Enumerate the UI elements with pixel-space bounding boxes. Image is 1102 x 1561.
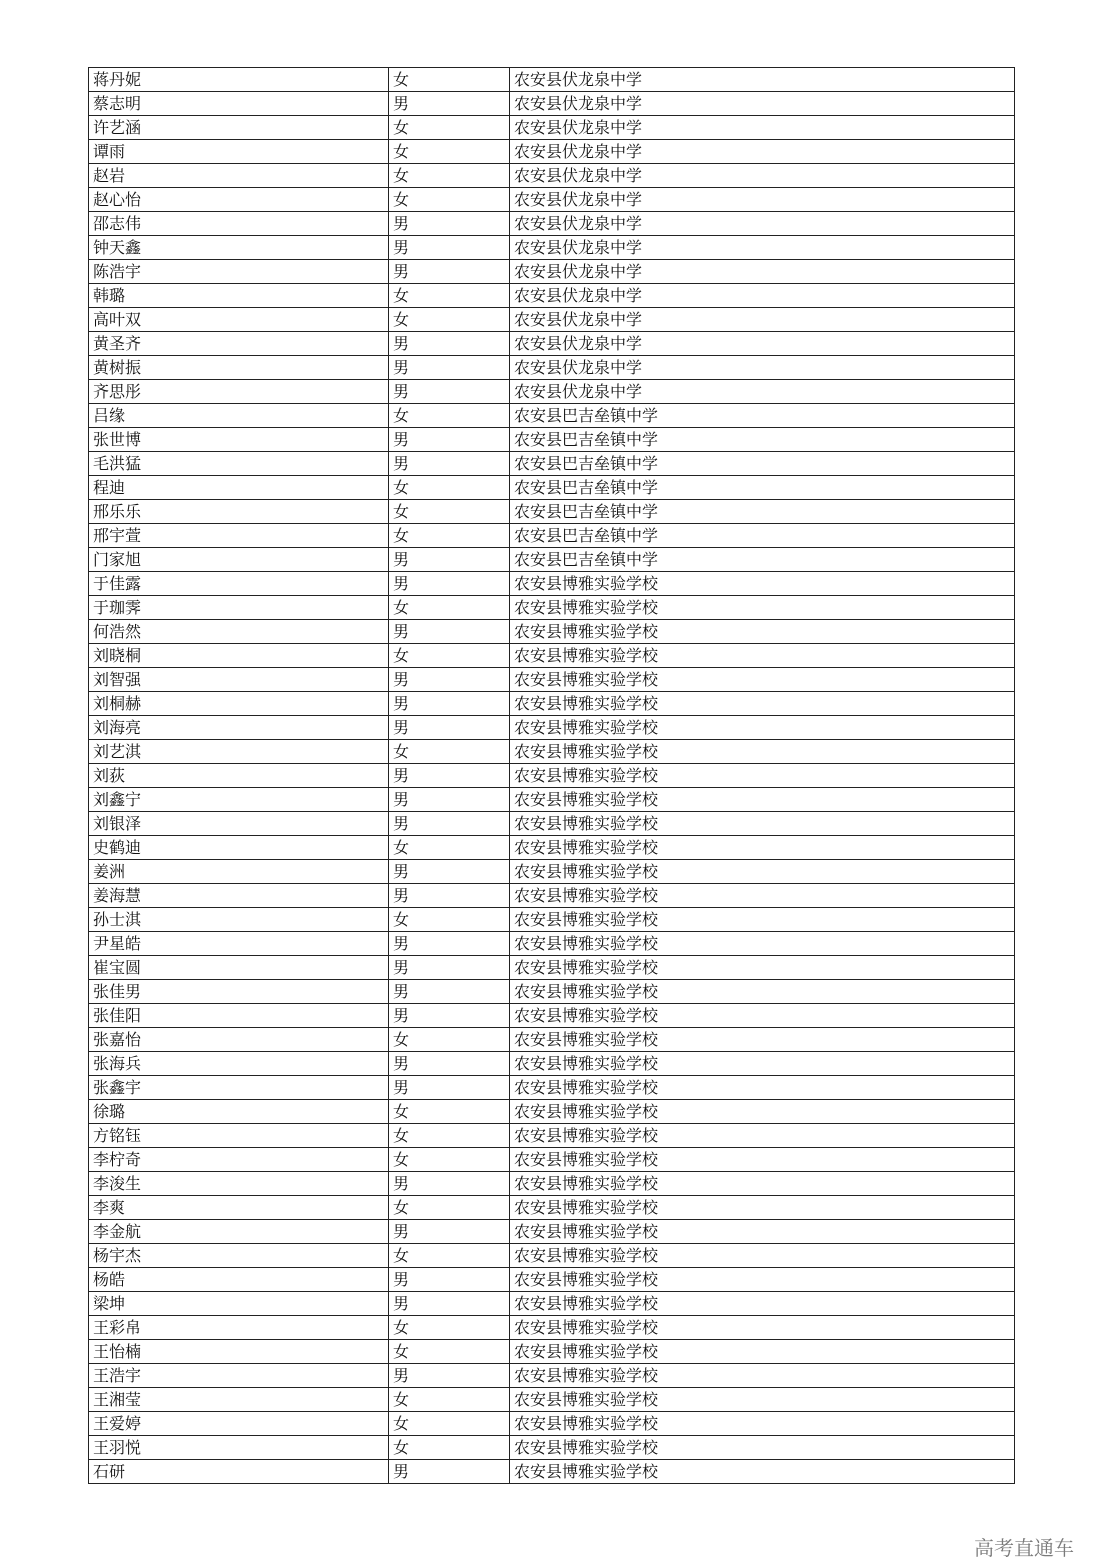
gender-cell: 男 bbox=[389, 1220, 510, 1244]
student-name-cell: 刘智强 bbox=[89, 668, 389, 692]
gender-cell: 男 bbox=[389, 692, 510, 716]
student-name-cell: 王羽悦 bbox=[89, 1436, 389, 1460]
student-name-cell: 杨宇杰 bbox=[89, 1244, 389, 1268]
gender-cell: 女 bbox=[389, 164, 510, 188]
gender-cell: 男 bbox=[389, 764, 510, 788]
student-name-cell: 方铭钰 bbox=[89, 1124, 389, 1148]
student-name-cell: 于珈霁 bbox=[89, 596, 389, 620]
student-name-cell: 张佳男 bbox=[89, 980, 389, 1004]
table-row bbox=[89, 308, 1015, 332]
gender-cell: 女 bbox=[389, 1028, 510, 1052]
student-name-cell: 邢乐乐 bbox=[89, 500, 389, 524]
gender-cell: 男 bbox=[389, 92, 510, 116]
student-name-cell: 刘艺淇 bbox=[89, 740, 389, 764]
student-name-cell: 张海兵 bbox=[89, 1052, 389, 1076]
table-row bbox=[89, 476, 1015, 500]
gender-cell: 男 bbox=[389, 932, 510, 956]
school-cell: 农安县博雅实验学校 bbox=[510, 1100, 1015, 1124]
watermark: 高考直通车 bbox=[974, 1536, 1074, 1560]
table-row bbox=[89, 548, 1015, 572]
school-cell: 农安县博雅实验学校 bbox=[510, 908, 1015, 932]
table-row bbox=[89, 1340, 1015, 1364]
school-cell: 农安县博雅实验学校 bbox=[510, 1004, 1015, 1028]
student-name-cell: 齐思彤 bbox=[89, 380, 389, 404]
gender-cell: 男 bbox=[389, 1172, 510, 1196]
table-row bbox=[89, 620, 1015, 644]
school-cell: 农安县博雅实验学校 bbox=[510, 1460, 1015, 1484]
student-name-cell: 吕缘 bbox=[89, 404, 389, 428]
gender-cell: 男 bbox=[389, 1292, 510, 1316]
school-cell: 农安县博雅实验学校 bbox=[510, 668, 1015, 692]
table-row bbox=[89, 1196, 1015, 1220]
gender-cell: 男 bbox=[389, 1052, 510, 1076]
student-name-cell: 黄圣齐 bbox=[89, 332, 389, 356]
gender-cell: 男 bbox=[389, 452, 510, 476]
school-cell: 农安县博雅实验学校 bbox=[510, 956, 1015, 980]
table-row bbox=[89, 452, 1015, 476]
school-cell: 农安县博雅实验学校 bbox=[510, 1220, 1015, 1244]
gender-cell: 女 bbox=[389, 188, 510, 212]
school-cell: 农安县博雅实验学校 bbox=[510, 1196, 1015, 1220]
table-row bbox=[89, 164, 1015, 188]
school-cell: 农安县巴吉垒镇中学 bbox=[510, 548, 1015, 572]
school-cell: 农安县博雅实验学校 bbox=[510, 716, 1015, 740]
gender-cell: 男 bbox=[389, 236, 510, 260]
school-cell: 农安县伏龙泉中学 bbox=[510, 356, 1015, 380]
student-name-cell: 尹星皓 bbox=[89, 932, 389, 956]
student-name-cell: 王爱婷 bbox=[89, 1412, 389, 1436]
table-row bbox=[89, 1028, 1015, 1052]
student-name-cell: 刘鑫宁 bbox=[89, 788, 389, 812]
student-name-cell: 张世博 bbox=[89, 428, 389, 452]
table-row bbox=[89, 1124, 1015, 1148]
student-name-cell: 梁坤 bbox=[89, 1292, 389, 1316]
school-cell: 农安县伏龙泉中学 bbox=[510, 92, 1015, 116]
table-row bbox=[89, 1436, 1015, 1460]
student-name-cell: 徐璐 bbox=[89, 1100, 389, 1124]
school-cell: 农安县博雅实验学校 bbox=[510, 1172, 1015, 1196]
school-cell: 农安县博雅实验学校 bbox=[510, 812, 1015, 836]
table-row bbox=[89, 1004, 1015, 1028]
student-name-cell: 陈浩宇 bbox=[89, 260, 389, 284]
student-name-cell: 程迪 bbox=[89, 476, 389, 500]
school-cell: 农安县博雅实验学校 bbox=[510, 884, 1015, 908]
gender-cell: 女 bbox=[389, 116, 510, 140]
school-cell: 农安县伏龙泉中学 bbox=[510, 164, 1015, 188]
table-row bbox=[89, 140, 1015, 164]
table-row bbox=[89, 1100, 1015, 1124]
gender-cell: 女 bbox=[389, 1412, 510, 1436]
gender-cell: 男 bbox=[389, 1076, 510, 1100]
table-row bbox=[89, 908, 1015, 932]
table-row bbox=[89, 68, 1015, 92]
school-cell: 农安县巴吉垒镇中学 bbox=[510, 524, 1015, 548]
table-row bbox=[89, 332, 1015, 356]
school-cell: 农安县博雅实验学校 bbox=[510, 764, 1015, 788]
table-row bbox=[89, 1412, 1015, 1436]
school-cell: 农安县伏龙泉中学 bbox=[510, 236, 1015, 260]
school-cell: 农安县博雅实验学校 bbox=[510, 620, 1015, 644]
gender-cell: 男 bbox=[389, 260, 510, 284]
table-row bbox=[89, 836, 1015, 860]
school-cell: 农安县伏龙泉中学 bbox=[510, 284, 1015, 308]
student-name-cell: 姜海慧 bbox=[89, 884, 389, 908]
student-name-cell: 李浚生 bbox=[89, 1172, 389, 1196]
gender-cell: 女 bbox=[389, 140, 510, 164]
student-name-cell: 刘荻 bbox=[89, 764, 389, 788]
student-name-cell: 张佳阳 bbox=[89, 1004, 389, 1028]
student-name-cell: 王湘莹 bbox=[89, 1388, 389, 1412]
school-cell: 农安县博雅实验学校 bbox=[510, 692, 1015, 716]
student-name-cell: 李金航 bbox=[89, 1220, 389, 1244]
student-name-cell: 史鹤迪 bbox=[89, 836, 389, 860]
school-cell: 农安县伏龙泉中学 bbox=[510, 140, 1015, 164]
school-cell: 农安县博雅实验学校 bbox=[510, 1052, 1015, 1076]
school-cell: 农安县伏龙泉中学 bbox=[510, 332, 1015, 356]
school-cell: 农安县博雅实验学校 bbox=[510, 1148, 1015, 1172]
gender-cell: 男 bbox=[389, 668, 510, 692]
gender-cell: 男 bbox=[389, 1268, 510, 1292]
student-name-cell: 何浩然 bbox=[89, 620, 389, 644]
gender-cell: 男 bbox=[389, 428, 510, 452]
gender-cell: 女 bbox=[389, 1124, 510, 1148]
table-row bbox=[89, 716, 1015, 740]
gender-cell: 女 bbox=[389, 1100, 510, 1124]
table-row bbox=[89, 1052, 1015, 1076]
table-row bbox=[89, 740, 1015, 764]
table-row bbox=[89, 1244, 1015, 1268]
gender-cell: 男 bbox=[389, 716, 510, 740]
student-name-cell: 王浩宇 bbox=[89, 1364, 389, 1388]
student-name-cell: 李柠奇 bbox=[89, 1148, 389, 1172]
school-cell: 农安县博雅实验学校 bbox=[510, 740, 1015, 764]
gender-cell: 男 bbox=[389, 620, 510, 644]
student-name-cell: 王彩帛 bbox=[89, 1316, 389, 1340]
table-row bbox=[89, 1148, 1015, 1172]
gender-cell: 女 bbox=[389, 1340, 510, 1364]
gender-cell: 男 bbox=[389, 884, 510, 908]
table-row bbox=[89, 812, 1015, 836]
gender-cell: 女 bbox=[389, 1148, 510, 1172]
gender-cell: 女 bbox=[389, 644, 510, 668]
table-row bbox=[89, 1076, 1015, 1100]
gender-cell: 女 bbox=[389, 596, 510, 620]
gender-cell: 女 bbox=[389, 476, 510, 500]
table-row bbox=[89, 188, 1015, 212]
table-row bbox=[89, 860, 1015, 884]
student-name-cell: 赵心怡 bbox=[89, 188, 389, 212]
school-cell: 农安县巴吉垒镇中学 bbox=[510, 404, 1015, 428]
table-row bbox=[89, 1388, 1015, 1412]
table-row bbox=[89, 404, 1015, 428]
gender-cell: 女 bbox=[389, 284, 510, 308]
table-row bbox=[89, 356, 1015, 380]
school-cell: 农安县伏龙泉中学 bbox=[510, 116, 1015, 140]
gender-cell: 男 bbox=[389, 860, 510, 884]
student-name-cell: 黄树振 bbox=[89, 356, 389, 380]
school-cell: 农安县伏龙泉中学 bbox=[510, 380, 1015, 404]
school-cell: 农安县博雅实验学校 bbox=[510, 1028, 1015, 1052]
gender-cell: 女 bbox=[389, 1388, 510, 1412]
school-cell: 农安县巴吉垒镇中学 bbox=[510, 452, 1015, 476]
table-row bbox=[89, 932, 1015, 956]
table-row bbox=[89, 1460, 1015, 1484]
table-row bbox=[89, 92, 1015, 116]
table-row bbox=[89, 956, 1015, 980]
student-name-cell: 张鑫宇 bbox=[89, 1076, 389, 1100]
student-name-cell: 杨皓 bbox=[89, 1268, 389, 1292]
gender-cell: 男 bbox=[389, 788, 510, 812]
school-cell: 农安县巴吉垒镇中学 bbox=[510, 428, 1015, 452]
school-cell: 农安县巴吉垒镇中学 bbox=[510, 500, 1015, 524]
student-name-cell: 刘晓桐 bbox=[89, 644, 389, 668]
table-row bbox=[89, 644, 1015, 668]
gender-cell: 男 bbox=[389, 212, 510, 236]
school-cell: 农安县博雅实验学校 bbox=[510, 1316, 1015, 1340]
table-row bbox=[89, 668, 1015, 692]
student-name-cell: 蒋丹妮 bbox=[89, 68, 389, 92]
student-name-cell: 赵岩 bbox=[89, 164, 389, 188]
table-row bbox=[89, 260, 1015, 284]
table-row bbox=[89, 380, 1015, 404]
gender-cell: 男 bbox=[389, 332, 510, 356]
school-cell: 农安县博雅实验学校 bbox=[510, 1292, 1015, 1316]
student-name-cell: 石研 bbox=[89, 1460, 389, 1484]
school-cell: 农安县博雅实验学校 bbox=[510, 1340, 1015, 1364]
gender-cell: 男 bbox=[389, 956, 510, 980]
gender-cell: 女 bbox=[389, 1244, 510, 1268]
table-row bbox=[89, 764, 1015, 788]
table-row bbox=[89, 788, 1015, 812]
gender-cell: 女 bbox=[389, 1196, 510, 1220]
student-name-cell: 邢宇萱 bbox=[89, 524, 389, 548]
school-cell: 农安县博雅实验学校 bbox=[510, 1388, 1015, 1412]
school-cell: 农安县博雅实验学校 bbox=[510, 572, 1015, 596]
school-cell: 农安县巴吉垒镇中学 bbox=[510, 476, 1015, 500]
table-row bbox=[89, 572, 1015, 596]
table-row bbox=[89, 884, 1015, 908]
table-row bbox=[89, 980, 1015, 1004]
gender-cell: 男 bbox=[389, 356, 510, 380]
school-cell: 农安县博雅实验学校 bbox=[510, 860, 1015, 884]
table-row bbox=[89, 428, 1015, 452]
school-cell: 农安县博雅实验学校 bbox=[510, 836, 1015, 860]
gender-cell: 女 bbox=[389, 308, 510, 332]
gender-cell: 女 bbox=[389, 404, 510, 428]
school-cell: 农安县博雅实验学校 bbox=[510, 644, 1015, 668]
table-row bbox=[89, 692, 1015, 716]
student-name-cell: 姜洲 bbox=[89, 860, 389, 884]
table-row bbox=[89, 212, 1015, 236]
school-cell: 农安县博雅实验学校 bbox=[510, 1076, 1015, 1100]
student-name-cell: 毛洪猛 bbox=[89, 452, 389, 476]
student-roster-table bbox=[88, 67, 1015, 1484]
student-name-cell: 李爽 bbox=[89, 1196, 389, 1220]
student-name-cell: 许艺涵 bbox=[89, 116, 389, 140]
school-cell: 农安县伏龙泉中学 bbox=[510, 212, 1015, 236]
student-name-cell: 刘桐赫 bbox=[89, 692, 389, 716]
school-cell: 农安县伏龙泉中学 bbox=[510, 260, 1015, 284]
school-cell: 农安县博雅实验学校 bbox=[510, 1436, 1015, 1460]
student-name-cell: 邵志伟 bbox=[89, 212, 389, 236]
gender-cell: 女 bbox=[389, 1316, 510, 1340]
table-row bbox=[89, 1364, 1015, 1388]
student-name-cell: 于佳露 bbox=[89, 572, 389, 596]
table-row bbox=[89, 596, 1015, 620]
table-row bbox=[89, 1172, 1015, 1196]
gender-cell: 女 bbox=[389, 68, 510, 92]
student-name-cell: 钟天鑫 bbox=[89, 236, 389, 260]
student-name-cell: 孙士淇 bbox=[89, 908, 389, 932]
table-row bbox=[89, 236, 1015, 260]
gender-cell: 女 bbox=[389, 524, 510, 548]
table-row bbox=[89, 500, 1015, 524]
table-row bbox=[89, 116, 1015, 140]
gender-cell: 男 bbox=[389, 572, 510, 596]
student-name-cell: 蔡志明 bbox=[89, 92, 389, 116]
school-cell: 农安县博雅实验学校 bbox=[510, 1124, 1015, 1148]
table-row bbox=[89, 284, 1015, 308]
gender-cell: 男 bbox=[389, 1364, 510, 1388]
table-row bbox=[89, 1316, 1015, 1340]
gender-cell: 女 bbox=[389, 740, 510, 764]
student-name-cell: 谭雨 bbox=[89, 140, 389, 164]
student-name-cell: 高叶双 bbox=[89, 308, 389, 332]
table-row bbox=[89, 524, 1015, 548]
gender-cell: 女 bbox=[389, 836, 510, 860]
gender-cell: 男 bbox=[389, 1004, 510, 1028]
gender-cell: 女 bbox=[389, 500, 510, 524]
school-cell: 农安县伏龙泉中学 bbox=[510, 188, 1015, 212]
roster-body bbox=[89, 68, 1015, 1484]
school-cell: 农安县博雅实验学校 bbox=[510, 1412, 1015, 1436]
gender-cell: 男 bbox=[389, 980, 510, 1004]
student-name-cell: 王怡楠 bbox=[89, 1340, 389, 1364]
gender-cell: 男 bbox=[389, 380, 510, 404]
school-cell: 农安县博雅实验学校 bbox=[510, 980, 1015, 1004]
school-cell: 农安县博雅实验学校 bbox=[510, 788, 1015, 812]
gender-cell: 女 bbox=[389, 908, 510, 932]
gender-cell: 男 bbox=[389, 812, 510, 836]
student-name-cell: 刘银泽 bbox=[89, 812, 389, 836]
school-cell: 农安县博雅实验学校 bbox=[510, 1244, 1015, 1268]
table-row bbox=[89, 1268, 1015, 1292]
student-name-cell: 崔宝圆 bbox=[89, 956, 389, 980]
gender-cell: 男 bbox=[389, 548, 510, 572]
school-cell: 农安县博雅实验学校 bbox=[510, 932, 1015, 956]
table-row bbox=[89, 1220, 1015, 1244]
student-name-cell: 张嘉怡 bbox=[89, 1028, 389, 1052]
school-cell: 农安县博雅实验学校 bbox=[510, 1268, 1015, 1292]
student-name-cell: 刘海亮 bbox=[89, 716, 389, 740]
gender-cell: 男 bbox=[389, 1460, 510, 1484]
school-cell: 农安县伏龙泉中学 bbox=[510, 68, 1015, 92]
gender-cell: 女 bbox=[389, 1436, 510, 1460]
school-cell: 农安县伏龙泉中学 bbox=[510, 308, 1015, 332]
school-cell: 农安县博雅实验学校 bbox=[510, 1364, 1015, 1388]
student-name-cell: 门家旭 bbox=[89, 548, 389, 572]
school-cell: 农安县博雅实验学校 bbox=[510, 596, 1015, 620]
table-row bbox=[89, 1292, 1015, 1316]
student-name-cell: 韩璐 bbox=[89, 284, 389, 308]
